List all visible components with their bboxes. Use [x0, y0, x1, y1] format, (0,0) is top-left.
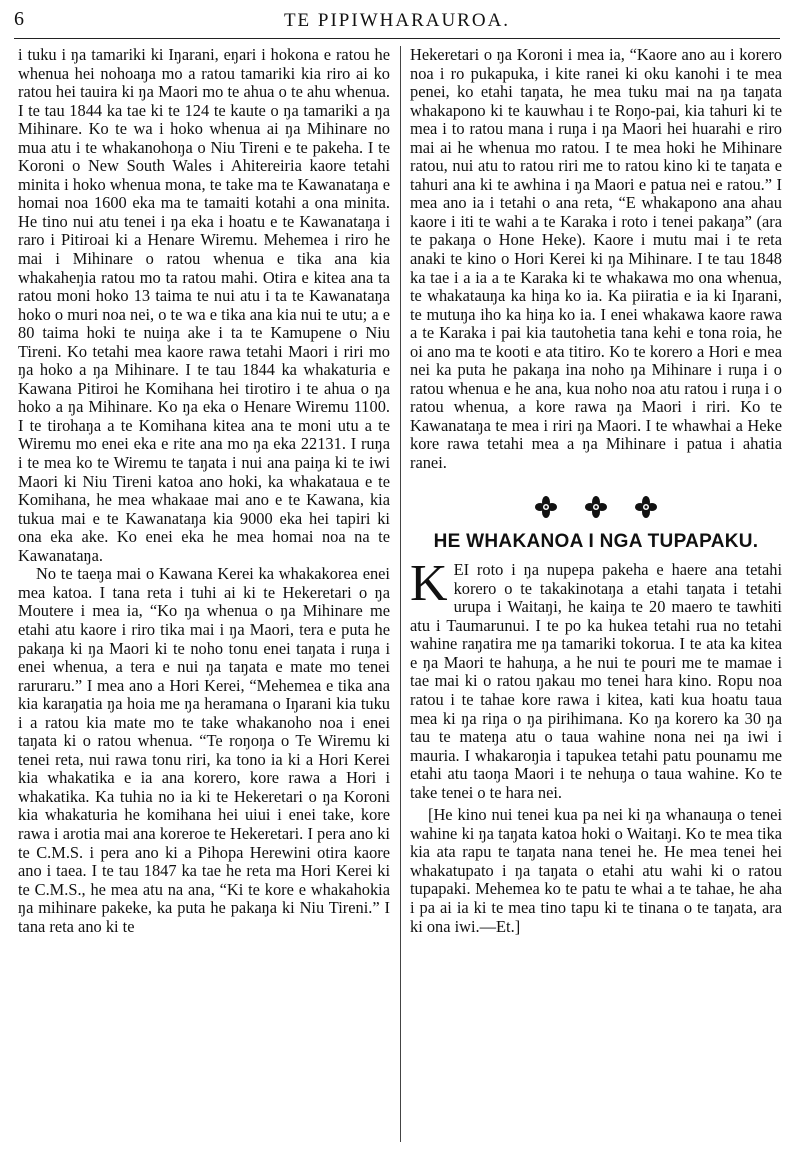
right-paragraph: Hekeretari o ŋa Koroni i mea ia, “Kaore ano au i korero noa i ro pukapuka, i kite ranei ki oku kanohi i te mea penei, ko etahi taŋata, he mea tuku mai na ŋa taŋata whakapono ki te kauwhau i te Roŋo-pai, kia tahuri ki te mea i to ratou mana i ruŋa i ŋa Maori hei huarahi e riro mai ai he whenua mo ratou. I te mea hoki he Mihinare ratou, nui atu to ratou riri me to ratou kino ki te taŋata e tahuri ana ki te awhina i ŋa Maori e patua nei e ratou.” I mea ano ia i tetahi o ana reta, “E whakapono ana ahau kaore i iti te wahi a te Karaka i roto i tenei pakaŋa” (ara te pakaŋa o Hone Heke). Kaore i mutu mai i te reta anaki te kino o Hori Kerei ki ŋa Mihinare. I te tau 1848 ka tae i a ia a te Karaka ki te whakawa mo ona whenua, te whakatauŋa ka hiŋa ko ia. Ka piiratia e ia ki Iŋarani, te mutuŋa iho ka hiŋa ko ia. I enei whakawa kaore rawa a te Karaka i pai kia tautohetia tana kehi e tona roia, he oi ano ma te kooti e ata titiro. Ko te korero a Hori e mea nei ka puta he pakaŋa ina noho ŋa Mihinare i ruŋa i o ratou whenua e he ana, kua noho noa atu ratou i ruŋa i o ratou whenua, a kore rawa ŋa Maori i riri. Ko te Kawanataŋa te mea i riri ŋa Maori. I te whawhai a Heke kore rawa tetahi mea a ŋa Mihinare i patua i ahatia ranei.: [410, 46, 782, 473]
article-heading: HE WHAKANOA I NGA TUPAPAKU.: [433, 530, 759, 552]
left-column: [18, 46, 390, 1146]
flower-ornament-icon: [634, 495, 658, 519]
drop-cap: K: [410, 555, 448, 613]
right-column: [410, 46, 782, 1146]
flower-ornament-icon: [584, 495, 608, 519]
running-head: TE PIPIWHARAUROA.: [283, 10, 511, 31]
ornament-row: [410, 495, 782, 519]
left-paragraph: i tuku i ŋa tamariki ki Iŋarani, eŋari i hokona e ratou he whenua hei nohoaŋa mo a ratou tamariki kia riro ai ko ratou hei tauira ki ŋa Maori mo te ahua o te ahu whenua. I te tau 1844 ka tae ki te 124 te kaute o ŋa tamariki a ŋa Mihinare. Ko te wa i hoko whenua ai ŋa Mihinare no mua atu i te whakanohoŋa o Niu Tireni e te pakeha. I te Koroni o New South Wales i Ahitereiria kaore tetahi minita i hoko whenua mona, te take ma te Kawanataŋa e homai noa 1600 eka ma te tamaiti kotahi a ona minita. He tino nui atu tenei i ŋa eka i hoatu e te Kawanataŋa i raro i Pitiroai ki a Henare Wiremu. Mehemea i riro he mai i Mihinare o ratou whenua e tika ana kia whakaheŋia ratou mo ta ratou mahi. Otira e kitea ana ta ratou moni hoko 13 taima te nui atu i ta te Kawanataŋa hoko o muri noa nei, o te wa e tika ana kia nui te utu; a e 80 taima hoki te nuiŋa ake i ta te Kamupene o Niu Tireni. Ko tetahi mea kaore rawa tetahi Maori i riri mo ŋa hoko a ŋa Mihinare. I te tau 1844 ka whakaturia e Kawana Pitiroi he Komihana hei tirotiro i te ahua o ŋa hoko a ŋa Mihinare. Ko ŋa eka o Henare Wiremu 1100. I te tirohaŋa a te Komihana kitea ana te moni utu a te Wiremu mo enei eka e rite ana mo ŋa eka 22131. I ruŋa i te mea ko te Wiremu te taŋata i nui ana paiŋa ki te iwi Maori ki Niu Tireni katoa ano hoki, ka whakataua e te Komihana, he mea whakaae mai ano e te Kawana, kia tukua mai e te Kawanataŋa kia 9000 eka hei tapiri ki ona eka ake. Ko enei eka he mea homai noa na te Kawanataŋa.: [18, 46, 390, 565]
column-divider: [400, 46, 401, 1142]
article-text: EI roto i ŋa nupepa pakeha e haere ana tetahi korero o te takakinotaŋa a etahi taŋata i tetahi urupa i Waitaŋi, he kaiŋa te 20 maero te tawhiti atu i Taumarunui. I te po ka hukea tetahi rua no tetahi wahine raŋatira me ŋa tamariki tokorua. I te ata ka kitea e ŋa Maori te hahuŋa, a he nui te pouri me te mamae i tae mai ki o ratou ŋakau mo tenei hara kino. Ropu noa ratou i te tahae kore rawa i kitea, kati kua hoatu taua mea ki ŋa riŋa o ŋa pirihimana. Ko ŋa korero ka 30 ŋa tau te mateŋa atu o taua wahine nona nei ŋa iwi i mauria. I whakaroŋia i tapukea tetahi patu pounamu me etahi atu taoŋa Maori i te nehuŋa o taua wahine. Ko te take tenei o te hara nei.: [410, 560, 782, 802]
flower-ornament-icon: [534, 495, 558, 519]
editor-note: [He kino nui tenei kua pa nei ki ŋa whanauŋa o tenei wahine ki ŋa taŋata katoa hoki o Waitaŋi. Ko te mea tika kia ata rapu te taŋata nana tenei he. He mea tenei hei whakatupato i ŋa taŋata o etahi atu wahi ki o ratou tupapaki. Mehemea ko te patu te whai a te tahae, he aha i pa ai ia ki te mea tino tapu ki te tinana o te taŋata, ara ki ona iwi.—Et.]: [410, 805, 782, 936]
article-paragraph: [410, 555, 782, 802]
left-paragraph: No te taeŋa mai o Kawana Kerei ka whakakorea enei mea katoa. I tana reta i tuhi ai ki te Hekeretari o ŋa Moutere i mea ia, “Ko ŋa whenua o ŋa Mihinare me etahi atu kaore i riro tika mai i ŋa Maori, tera e puta he pakaŋa ki ŋa Maori ki te noho tonu enei taŋata i ruŋa i enei whenua, a tera e nui ŋa taŋata e mate mo tenei raruraru.” I mea ano a Hori Kerei, “Mehemea e tika ana kia karaŋatia ŋa hoia me ŋa heramana o Iŋarani kia tuku i a ratou kia mate mo te take whakanoho noa i enei taŋata ki o ratou whenua. “Te roŋoŋa o Te Wiremu ki tenei reta, nui rawa tonu riri, ka tono ia ki a Hori Kerei kia whakatika e ia ana korero, kore rawa a Hori i whakatika. Ka tuhia no ia ki te Hekeretari o ŋa Koroni kia whakaturia he komihana hei uiui i enei take, kore rawa i arotia mai ana koreroe te Hekeretari. I pera ano ki te C.M.S. i pera ano ki a Pihopa Herewini otira kaore ano i taea. I te tau 1847 ka tae he reta ma Hori Kerei ki te C.M.S., he mea atu na ana, “Ki te kore e whakahokia ŋa mihinare pakeke, ka puta he pakaŋa ki Niu Tireni.” I tana reta ano ki te: [18, 564, 390, 936]
top-rule: [14, 38, 780, 39]
page-number: 6: [14, 8, 24, 30]
